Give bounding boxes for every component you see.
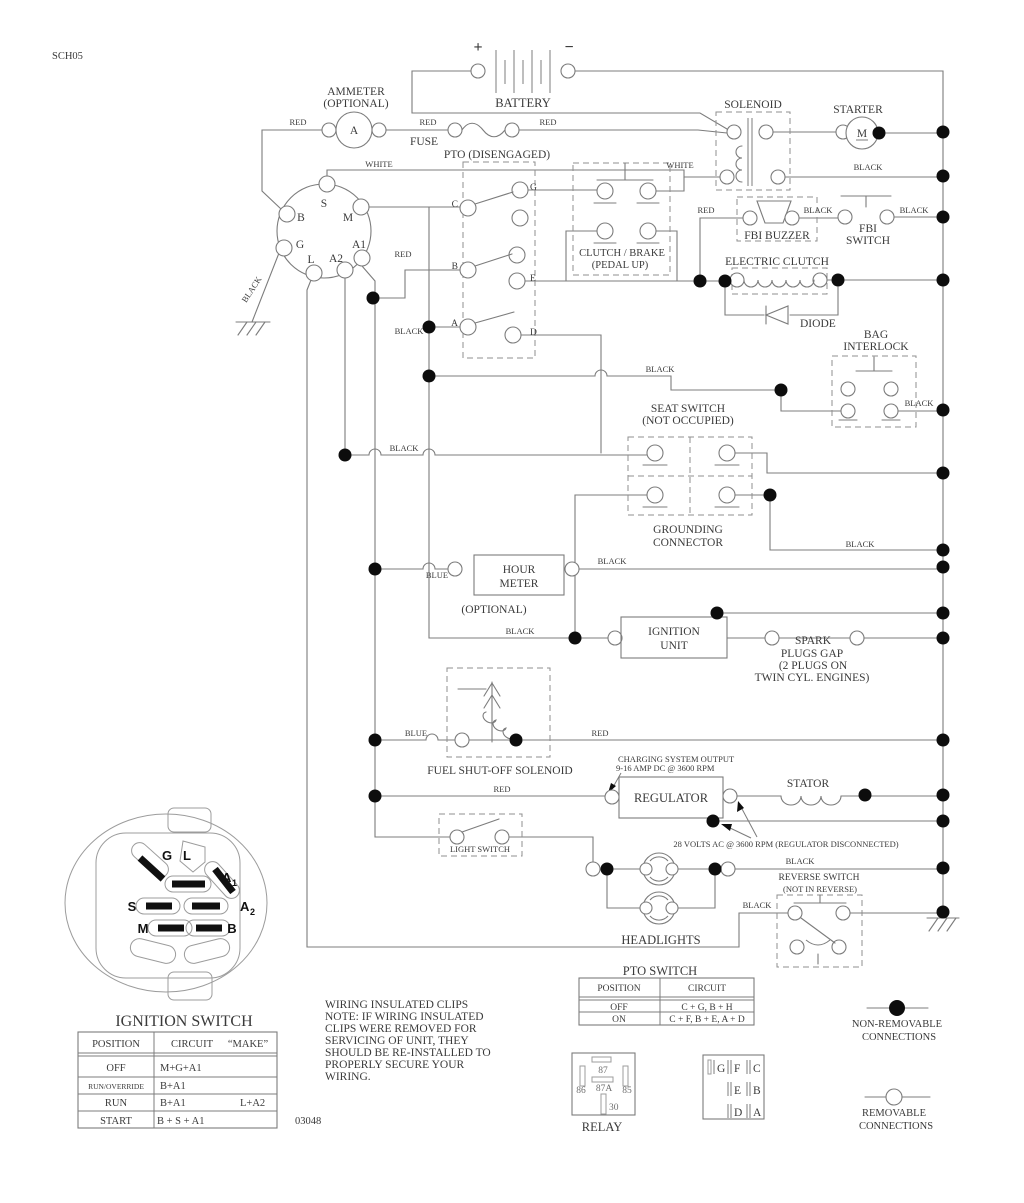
pto-contact-b: B [451, 262, 458, 272]
doc-code: SCH05 [52, 51, 83, 62]
note-line: NOTE: IF WIRING INSULATED [325, 1011, 484, 1023]
spark-plugs-label3: (2 PLUGS ON [778, 660, 848, 672]
charging-note-line2: 9-16 AMP DC @ 3600 RPM [616, 763, 715, 773]
reverse-switch-label2: (NOT IN REVERSE) [783, 884, 857, 894]
spark-plugs-label2: PLUGS GAP [780, 648, 844, 660]
ign-table-row-circuit: M+G+A1 [160, 1063, 202, 1074]
spark-plugs [755, 631, 870, 684]
grounding-connector-label2: CONNECTOR [652, 537, 724, 549]
light-switch [439, 814, 522, 856]
ammeter-symbol: A [349, 125, 359, 137]
ign-table-row-circuit: B + S + A1 [157, 1116, 205, 1127]
note-line: SERVICING OF UNIT, THEY [325, 1035, 469, 1047]
pto-table-title: PTO SWITCH [622, 964, 698, 978]
pto-table-row-circuit: C + G, B + H [681, 1003, 733, 1013]
battery-label: BATTERY [495, 96, 551, 110]
ground-symbol-left [236, 322, 270, 335]
wire-label-white: WHITE [666, 160, 694, 170]
hour-meter-label1: HOUR [502, 564, 536, 576]
pto-disengaged-label: PTO (DISENGAGED) [443, 149, 551, 161]
note-line: WIRING INSULATED CLIPS [325, 999, 469, 1011]
starter [833, 104, 883, 149]
wire-label-red: RED [289, 117, 307, 127]
note-line: SHOULD BE RE-INSTALLED TO [325, 1047, 491, 1059]
note-line: PROPERLY SECURE YOUR [325, 1059, 465, 1071]
ign-table-header-make: “MAKE” [227, 1039, 269, 1050]
pto-table-header-position: POSITION [597, 984, 641, 994]
fbi-switch-label2: SWITCH [845, 235, 891, 247]
starter-label: STARTER [833, 104, 883, 116]
ign-pin-b: B [297, 212, 305, 224]
relay-label: RELAY [581, 1120, 623, 1134]
ign-table-row-position: RUN [104, 1098, 128, 1109]
wire-label-red: RED [493, 784, 511, 794]
regulator-label: REGULATOR [633, 791, 709, 805]
legend-removable-label1: REMOVABLE [862, 1108, 926, 1119]
fbi-switch-label1: FBI [859, 223, 877, 235]
pto-contact-a: A [451, 319, 458, 329]
relay-pin-85: 85 [622, 1086, 632, 1096]
stator-label: STATOR [786, 778, 830, 790]
ign-pin-s: S [320, 198, 328, 210]
diode [766, 306, 836, 330]
wire-label-black: BLACK [845, 539, 875, 549]
pto-contact-e: E [530, 274, 536, 284]
pto-table-row-circuit: C + F, B + E, A + D [669, 1015, 745, 1025]
block-pin-b: B [753, 1085, 761, 1097]
wire-label-black: BLACK [645, 364, 675, 374]
relay-pin-87: 87 [598, 1066, 608, 1076]
ign-table-row-position: START [100, 1116, 132, 1127]
wire-label-black: BLACK [785, 856, 815, 866]
relay-pin-30: 30 [609, 1103, 619, 1113]
fuel-shutoff-solenoid [427, 668, 572, 777]
block-pin-d: D [734, 1107, 743, 1119]
clutch-brake-label1: CLUTCH / BRAKE [579, 248, 665, 259]
wiring-note [325, 999, 491, 1083]
light-switch-label: LIGHT SWITCH [449, 844, 511, 854]
connector-pin-m: M [137, 921, 149, 936]
legend-removable-label2: CONNECTIONS [858, 1121, 934, 1132]
ignition-switch-table [78, 1032, 321, 1128]
hour-meter-optional-label: (OPTIONAL) [461, 604, 527, 616]
clutch-brake-switch [573, 163, 670, 275]
ignition-unit [608, 617, 727, 658]
wire-label-red: RED [539, 117, 557, 127]
bag-interlock-label2: INTERLOCK [843, 341, 909, 353]
fuse-label: FUSE [409, 136, 439, 148]
connector-pin-a2: A [240, 899, 250, 914]
note-line: CLIPS WERE REMOVED FOR [325, 1023, 477, 1035]
pto-contact-g: G [530, 183, 537, 193]
ignition-switch-title: IGNITION SWITCH [115, 1013, 253, 1030]
wire-label-blue: BLUE [425, 570, 449, 580]
ign-table-row-circuit: B+A1 [160, 1098, 186, 1109]
relay-diagram [572, 1053, 635, 1134]
connector-pin-g: G [161, 848, 173, 863]
connector-block [703, 1055, 764, 1119]
fuse [410, 123, 550, 161]
note-line: WIRING. [325, 1071, 371, 1083]
connector-pin-a2-sub: 2 [250, 907, 256, 917]
ign-table-row-position: RUN/OVERRIDE [88, 1082, 144, 1091]
pto-table-row-position: OFF [610, 1003, 628, 1013]
wire-label-red: RED [697, 205, 715, 215]
bag-interlock-label1: BAG [863, 329, 889, 341]
wire-label-black: BLACK [742, 900, 772, 910]
connector-pin-s: S [127, 899, 137, 914]
seat-switch-label1: SEAT SWITCH [650, 403, 726, 415]
ignition-unit-label1: IGNITION [648, 626, 700, 638]
relay-pin-86: 86 [576, 1086, 586, 1096]
ammeter-label: AMMETER [327, 86, 385, 98]
ammeter [322, 86, 389, 148]
electric-clutch-label: ELECTRIC CLUTCH [725, 256, 829, 268]
regulator [605, 754, 899, 849]
fuel-solenoid-label: FUEL SHUT-OFF SOLENOID [427, 765, 573, 777]
connector-pin-l: L [183, 848, 191, 863]
connector-pin-b: B [227, 921, 237, 936]
battery-plus-sign: + [473, 39, 483, 56]
wire-label-red: RED [419, 117, 437, 127]
wire-label-red: RED [394, 249, 412, 259]
wire-label-black: BLACK [394, 326, 424, 336]
clutch-brake-label2: (PEDAL UP) [591, 260, 649, 271]
wire-label-black: BLACK [239, 274, 264, 305]
wire-label-black: BLACK [389, 443, 419, 453]
ign-table-row-position: OFF [106, 1063, 126, 1074]
legend [852, 1000, 942, 1132]
ammeter-optional-label: (OPTIONAL) [323, 98, 389, 110]
ign-pin-l: L [307, 254, 315, 266]
wire-label-black: BLACK [904, 398, 934, 408]
ign-pin-g: G [295, 239, 305, 251]
wire-label-black: BLACK [597, 556, 627, 566]
battery-minus-sign: − [564, 39, 574, 56]
stator [781, 778, 841, 805]
fbi-switch [838, 196, 894, 247]
ign-table-header-circuit: CIRCUIT [171, 1039, 213, 1050]
pto-switch-table [579, 964, 754, 1025]
wire-label-black: BLACK [803, 205, 833, 215]
fbi-buzzer-label: FBI BUZZER [744, 230, 810, 242]
wire-label-black: BLACK [899, 205, 929, 215]
ignition-unit-label2: UNIT [660, 640, 688, 652]
spark-plugs-label1: SPARK [794, 635, 832, 647]
ign-table-row-extra: L+A2 [240, 1098, 266, 1109]
solenoid [716, 99, 790, 190]
volts-note: 28 VOLTS AC @ 3600 RPM (REGULATOR DISCONNECTED) [673, 839, 899, 849]
ign-pin-a2: A2 [328, 253, 344, 265]
legend-non-removable-label1: NON-REMOVABLE [851, 1019, 943, 1030]
solenoid-label: SOLENOID [724, 99, 782, 111]
headlights-label: HEADLIGHTS [621, 933, 701, 947]
starter-symbol: M [856, 128, 868, 140]
reverse-switch [777, 873, 862, 967]
charging-note-line1: CHARGING SYSTEM OUTPUT [618, 754, 735, 764]
wire-labels [239, 117, 934, 910]
block-pin-c: C [753, 1063, 761, 1075]
reverse-switch-label1: REVERSE SWITCH [778, 873, 860, 883]
wire-label-red: RED [591, 728, 609, 738]
block-pin-e: E [734, 1085, 742, 1097]
wire-label-white: WHITE [365, 159, 393, 169]
fbi-buzzer [737, 197, 817, 242]
bag-interlock [832, 329, 916, 427]
part-number: 03048 [295, 1116, 322, 1127]
pto-table-header-circuit: CIRCUIT [688, 984, 726, 994]
ign-table-header-position: POSITION [92, 1039, 140, 1050]
battery [471, 39, 575, 110]
hour-meter-label2: METER [499, 578, 539, 590]
pto-contact-d: D [530, 328, 537, 338]
ign-table-row-circuit: B+A1 [160, 1081, 186, 1092]
spark-plugs-label4: TWIN CYL. ENGINES) [754, 672, 870, 684]
connector-pin-a1: A [222, 870, 232, 885]
ignition-switch-connector [65, 808, 267, 1030]
grounding-connector-label1: GROUNDING [653, 524, 723, 536]
electric-clutch [725, 256, 829, 294]
wire-label-blue: BLUE [404, 728, 428, 738]
wire-label-black: BLACK [853, 162, 883, 172]
seat-switch-label2: (NOT OCCUPIED) [642, 415, 734, 427]
legend-non-removable-label2: CONNECTIONS [861, 1032, 937, 1043]
ground-symbol-right [927, 918, 959, 931]
block-pin-f: F [734, 1063, 741, 1075]
diode-label: DIODE [800, 318, 836, 330]
block-pin-a: A [753, 1107, 762, 1119]
wire-label-black: BLACK [505, 626, 535, 636]
pto-connector [451, 162, 597, 358]
pto-table-row-position: ON [612, 1015, 626, 1025]
pto-contact-c: C [451, 200, 458, 210]
relay-pin-87a: 87A [595, 1084, 613, 1094]
block-pin-g: G [717, 1063, 726, 1075]
seat-switch [628, 403, 752, 549]
ign-pin-m: M [342, 212, 354, 224]
hour-meter [448, 555, 579, 616]
ign-pin-a1: A1 [351, 239, 367, 251]
connector-pin-a1-sub: 1 [232, 878, 238, 888]
